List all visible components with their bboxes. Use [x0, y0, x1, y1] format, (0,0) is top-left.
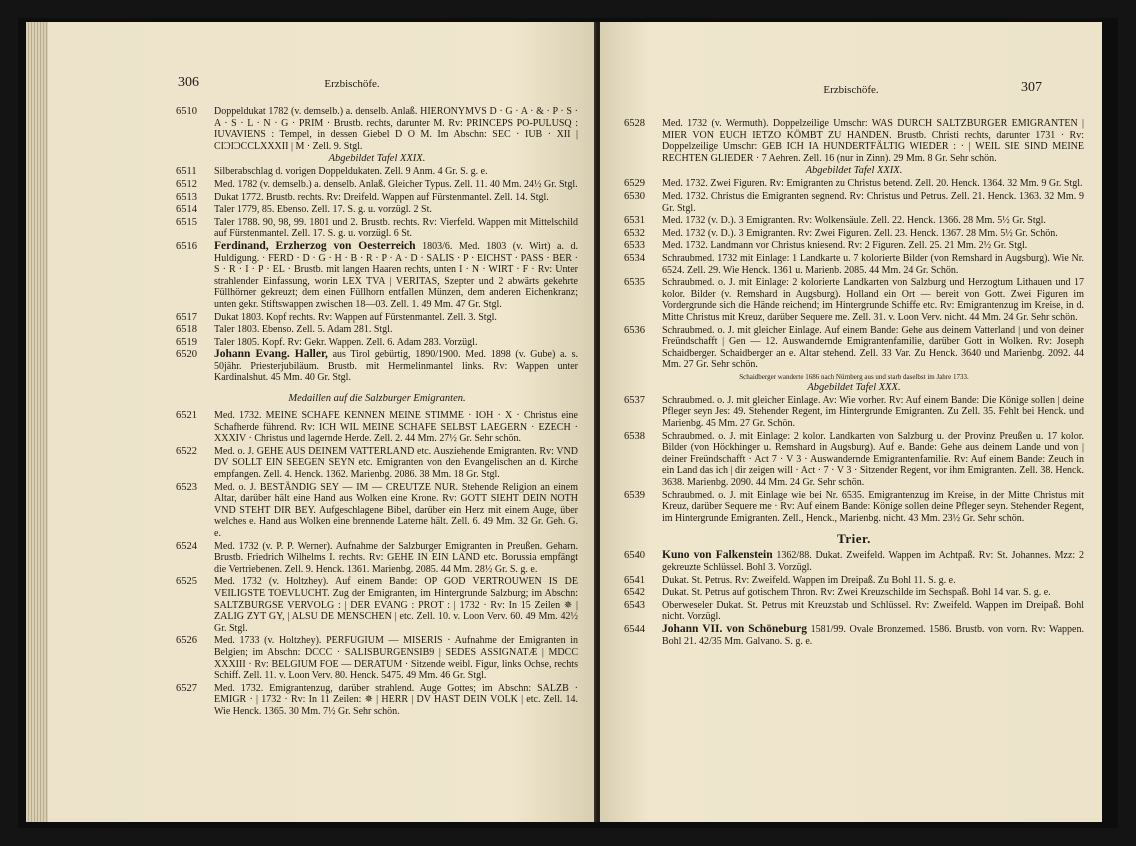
- entry-number: 6522: [176, 445, 197, 457]
- entry-number: 6544: [624, 623, 645, 635]
- catalog-entry: [624, 575, 1084, 587]
- entry-text: Taler 1788. 90, 98, 99. 1801 und 2. Brustb. rechts. Rv: Vierfeld. Wappen mit Mittelschild auf Fürstenmantel. Zell. 17. S. g. u. vorzügl. 6 St.: [214, 216, 578, 240]
- section-heading: Trier.: [837, 531, 871, 547]
- catalog-entry: [176, 541, 578, 576]
- entry-number: 6530: [624, 190, 645, 202]
- entry-number: 6536: [624, 324, 645, 336]
- catalog-entry: [624, 395, 1084, 430]
- entry-text: Med. 1732. Emigrantenzug, darüber strahlend. Auge Gottes; im Abschn: SALZB · EMIGR · | 1732 · Rv: In 11 Zeilen: ✵ | HERR | DV HAST DEIN VOLK | etc. Zell. 14. Wie Henck. 1365. 30 Mm. 7½ Gr. Sehr schön.: [214, 682, 578, 717]
- right-page-content: [624, 118, 1084, 648]
- left-page: [48, 22, 596, 822]
- catalog-entry: [176, 106, 578, 152]
- catalog-entry: [176, 241, 578, 311]
- entry-number: 6531: [624, 215, 645, 227]
- entry-text: Schraubmed. o. J. mit gleicher Einlage. Auf einem Bande: Gehe aus deinem Vatterland | und von deiner Freündschafft | Gen — 12. Auswandernde Emigrantenfamilie, darüber Gott in Wolken. Rv: Joseph Schaidberger. Schaidberger an e. Altar stehend. Zell. 33 Var. Zu Henck. 3640 und Marienbg. 2092. 44 Mm. 27 Gr. Sehr schön.: [662, 324, 1084, 371]
- catalog-entry: [624, 228, 1084, 240]
- entry-text: Med. 1732. Zwei Figuren. Rv: Emigranten zu Christus betend. Zell. 20. Henck. 1364. 32 Mm. 9 Gr. Stgl.: [662, 178, 1083, 190]
- catalog-entry: [624, 240, 1084, 252]
- entry-number: 6518: [176, 324, 197, 336]
- page-edges: [26, 22, 50, 822]
- entry-text: Med. 1732 (v. Holtzhey). Auf einem Bande: OP GOD VERTROUWEN IS DE VEILIGSTE TOEVLUCHT. Zug der Emigranten, im Hintergrunde Salzburg; im Abschn: SALTZBURGSE VERVOLG : | DER EVANG : PROT : | 1732 · Rv: In 15 Zeilen ✵ | ZALIG ZYT GY, | ALSU DE MENSCHEN | etc. Zell. 10. v. Loon Verv. 60. 49 Mm. 42½ Gr. Stgl.: [214, 576, 578, 634]
- catalog-entry: [624, 277, 1084, 323]
- catalog-entry: [176, 324, 578, 336]
- entry-text: Med. 1732 (v. P. P. Werner). Aufnahme der Salzburger Emigranten in Preußen. Geharn. Brustb. Friedrich Wilhelms I. rechts. Rv: GEHE IN EIN LAND etc. Borussia empfängt die Vertriebenen. Zell. 9. Henck. 1361. Marienbg. 2085. 44 Mm. 28½ Gr. S. g. e.: [214, 540, 578, 575]
- entry-number: 6510: [176, 106, 197, 117]
- entry-text: Schraubmed. o. J. mit Einlage wie bei Nr. 6535. Emigrantenzug im Kreise, in der Mitte Christus mit Kreuz, darüber Sequere me · Rv: Auf einem Bande: Könige sollen deine Pfleger seyn. Stehender Regent, im Hintergrunde Emigranten. Zell., Henck., Marienbg. nicht. 43 Mm. 23½ Gr. Sehr schön.: [662, 489, 1084, 524]
- entry-text: Med. 1733 (v. Holtzhey). PERFUGIUM — MISERIS · Aufnahme der Emigranten in Belgien; im Abschn: DCCC · SALISBURGENSIB9 | SEDES ASSIGNATÆ | MDCC XXXIII · Rv: BELGIUM FOE — DERATUM · Sitzende weibl. Figur, links Ochse, rechts Schiff. Zell. 11. v. Loon Verv. 80. Henck. 5475. 49 Mm. 46 Gr. Stgl.: [214, 635, 578, 682]
- entry-number: 6539: [624, 489, 645, 501]
- entry-text: Schraubmed. o. J. mit Einlage: 2 kolorierte Landkarten von Salzburg und Herzogtum Lithauen und 17 kolor. Bilder (v. Remshard in Augsburg). Holland ein Ort — bereit von Gott. Zwei Figuren im Vordergrunde sich die Hände reichend; im Hintergrunde Schiffe etc. Rv: Emigrantenzug im Kreise, in d. Mitte Christus mit Kreuz, darüber Sequere me. Zell. 31. v. Loon Verv. nicht. 44 Mm. 24 Gr. Sehr schön.: [662, 277, 1084, 323]
- entry-text: Dukat 1803. Kopf rechts. Rv: Wappen auf Fürstenmantel. Zell. 3. Stgl.: [214, 311, 497, 323]
- catalog-entry: [624, 431, 1084, 489]
- catalog-entry: [624, 587, 1084, 599]
- page-number: 306: [178, 75, 199, 90]
- catalog-entry: [176, 576, 578, 634]
- catalog-entry: [624, 624, 1084, 647]
- catalog-entry: [176, 446, 578, 481]
- entry-text: Med. 1732 (v. D.). 3 Emigranten. Rv: Zwei Figuren. Zell. 23. Henck. 1367. 28 Mm. 5½ Gr. Schön.: [662, 227, 1058, 239]
- entry-number: 6540: [624, 550, 645, 562]
- ruler-name: Johann Evang. Haller,: [214, 348, 328, 361]
- entry-text: Silberabschlag d. vorigen Doppeldukaten. Zell. 9 Anm. 4 Gr. S. g. e.: [214, 166, 488, 178]
- entry-text: Med. 1732 (v. Wermuth). Doppelzeilige Umschr: WAS DURCH SALTZBURGER EMIGRANTEN | MIER VON EUCH IETZO KÖMBT ZU HANDEN. Brustb. Christi rechts, darunter 1731 · Rv: Doppelzeilige Umschr: GEB ICH IA HUNDERTFÄLTIG WIEDER : · | WEIL SIE SIND MEINE RECHTEN GLIEDER · 7 Aehren. Zell. 16 (nur in Zinn). 29 Mm. 8 Gr. Sehr schön.: [662, 118, 1084, 164]
- catalog-entry: [624, 191, 1084, 214]
- entry-text: Schraubmed. 1732 mit Einlage: 1 Landkarte u. 7 kolorierte Bilder (von Remshard in Augsburg). Wie Nr. 6524. Zell. 29. Wie Henck. 1361 u. Marienb. 2085. 44 Mm. 24 Gr. Schön.: [662, 252, 1084, 276]
- entry-number: 6517: [176, 311, 197, 323]
- entry-text: Taler 1805. Kopf. Rv: Gekr. Wappen. Zell. 6. Adam 283. Vorzügl.: [214, 336, 478, 348]
- entry-text: Schraubmed. o. J. mit Einlage: 2 kolor. Landkarten von Salzburg u. der Provinz Preußen u. 17 kolor. Bilder (von Höckhinger u. Remshard in Augsburg). Auf e. Bande: Gehe aus deinem Lande und von | deiner Freündschafft · Act 7 · V 3 · Auswandernde Emigrantenfamilie. Rv: Auf einem Bande: Zeuch in ein Land das ich | dir zeigen will · Act · 7 · V 3 · Sitzender Regent, vor ihm Emigranten. Zell. 38. Henck. 3638. Marienbg. 2090. 44 Mm. 24 Gr. Sehr schön.: [662, 430, 1084, 489]
- entry-text: Taler 1779, 85. Ebenso. Zell. 17. S. g. u. vorzügl. 2 St.: [214, 204, 432, 216]
- entry-number: 6528: [624, 118, 645, 129]
- entry-number: 6529: [624, 178, 645, 190]
- entry-number: 6537: [624, 394, 645, 406]
- ruler-name: Ferdinand, Erzherzog von Oesterreich: [214, 239, 416, 252]
- entry-text: Oberweseler Dukat. St. Petrus mit Kreuzstab und Schlüssel. Rv: Zweifeld. Wappen im Dreipaß. Bohl nicht. Vorzügl.: [662, 599, 1084, 623]
- entry-number: 6511: [176, 166, 197, 178]
- entry-number: 6527: [176, 682, 197, 694]
- catalog-entry: [624, 253, 1084, 276]
- entry-number: 6526: [176, 635, 197, 647]
- catalog-entry: [176, 683, 578, 718]
- catalog-entry: [176, 410, 578, 445]
- catalog-entry: [624, 178, 1084, 190]
- catalog-entry: [176, 204, 578, 216]
- catalog-entry: [176, 217, 578, 240]
- plate-caption: Abgebildet Tafel XXIX.: [328, 153, 426, 165]
- entry-number: 6542: [624, 587, 645, 599]
- catalog-entry: [176, 337, 578, 349]
- entry-text: Med. 1732 (v. D.). 3 Emigranten. Rv: Wolkensäule. Zell. 22. Henck. 1366. 28 Mm. 5½ Gr. Stgl.: [662, 215, 1046, 227]
- right-page: [600, 22, 1102, 822]
- entry-text: Schraubmed. o. J. mit gleicher Einlage. Av: Wie vorher. Rv: Auf einem Bande: Die Könige sollen | deine Pfleger seyn Jes: 49. Stehender Regent, im Hintergrunde Emigranten. Zu Zell. 35. Fehlt bei Henck. und Marienbg. 45 Mm. 27 Gr. Schön.: [662, 394, 1084, 430]
- entry-number: 6523: [176, 481, 197, 493]
- catalog-entry: [624, 600, 1084, 623]
- section-title: Medaillen auf die Salzburger Emigranten.: [288, 393, 466, 405]
- page-number: 307: [1021, 80, 1042, 95]
- entry-text: 1803/6. Med. 1803 (v. Wirt) a. d. Huldigung. · FERD · D · G · H · B · R · P · A · D · SALIS · P · EICHST · PASS · BER · S · R · I · P · EL · Brustb. mit langen Haaren rechts, unten I · N · WIRT · F · Rv: Unter strahlender Einfassung, worin LEX TVA | VERITAS, Szepter und 2 abwärts gekehrte Füllhörner gekreuzt; dem einen Füllhorn entfallen Münzen, dem anderen Eichenkranz; unten gekr. Stiftswappen zwischen 18—03. Zell. 1. 49 Mm. 47 Gr. Stgl.: [214, 240, 578, 310]
- entry-number: 6516: [176, 240, 197, 252]
- entry-number: 6521: [176, 410, 197, 422]
- entry-text: Med. 1732. MEINE SCHAFE KENNEN MEINE STIMME · IOH · X · Christus eine Schafherde führend. Rv: ICH WIL MEINE SCHAFE SELBST LAEGERN · EZECH · XXXIV · Christus und lagernde Herde. Zell. 2. 44 Mm. 27½ Gr. Sehr schön.: [214, 410, 578, 445]
- entry-text: Med. o. J. GEHE AUS DEINEM VATTERLAND etc. Ausziehende Emigranten. Rv: VND DV SOLLT EIN SEEGEN SEYN etc. Emigranten von den Evangelischen an d. Kirche empfangen. Zell. 4. Henck. 1362. Marienbg. 2086. 38 Mm. 18 Gr. Stgl.: [214, 445, 578, 481]
- catalog-entry: [624, 325, 1084, 371]
- entry-number: 6534: [624, 252, 645, 264]
- entry-number: 6520: [176, 349, 197, 361]
- catalog-entry: [176, 166, 578, 178]
- entry-number: 6519: [176, 336, 197, 348]
- catalog-entry: [176, 482, 578, 540]
- entry-number: 6512: [176, 178, 197, 190]
- catalog-entry: [624, 118, 1084, 164]
- entry-number: 6515: [176, 216, 197, 228]
- entry-text: Med. 1732. Christus die Emigranten segnend. Rv: Christus und Petrus. Zell. 21. Henck. 1363. 32 Mm. 9 Gr. Stgl.: [662, 190, 1084, 214]
- catalog-entry: [176, 312, 578, 324]
- entry-text: 1581/99. Ovale Bronzemed. 1586. Brustb. von vorn. Rv: Wappen. Bohl 21. 42/35 Mm. Galvano. S. g. e.: [662, 623, 1084, 647]
- entry-text: Dukat. St. Petrus. Rv: Zweifeld. Wappen im Dreipaß. Zu Bohl 11. S. g. e.: [662, 574, 956, 586]
- entry-number: 6538: [624, 430, 645, 442]
- entry-text: Dukat. St. Petrus auf gotischem Thron. Rv: Zwei Kreuzschilde im Sechspaß. Bohl 14 var. S. g. e.: [662, 587, 1051, 599]
- entry-number: 6532: [624, 227, 645, 239]
- footnote: Schaidberger wanderte 1686 nach Nürnberg aus und starb daselbst im Jahre 1733.: [739, 372, 969, 381]
- entry-text: Med. o. J. BESTÄNDIG SEY — IM — CREUTZE NUR. Stehende Religion an einem Altar, darüber hält eine Hand aus Wolken eine Krone. Rv: GOTT SIEHT DEIN NOTH VND STEHT DIR BEY. Aufgeschlagene Bibel, darüber ein Herz mit einem Auge, über welches e. Hand aus Wolken eine brennende Laterne hält. Zell. 6. 49 Mm. 32 Gr. Geh. G. e.: [214, 481, 578, 539]
- running-title: Erzbischöfe.: [823, 84, 879, 96]
- plate-caption: Abgebildet Tafel XXX.: [807, 381, 901, 393]
- entry-text: Taler 1803. Ebenso. Zell. 5. Adam 281. Stgl.: [214, 324, 393, 336]
- entry-number: 6535: [624, 277, 645, 289]
- catalog-entry: [176, 179, 578, 191]
- entry-number: 6524: [176, 540, 197, 552]
- entry-number: 6541: [624, 574, 645, 586]
- entry-number: 6525: [176, 576, 197, 588]
- entry-text: Med. 1732. Landmann vor Christus kniesend. Rv: 2 Figuren. Zell. 25. 21 Mm. 2½ Gr. Stgl.: [662, 240, 1028, 252]
- entry-number: 6543: [624, 599, 645, 611]
- entry-text: 1362/88. Dukat. Zweifeld. Wappen im Achtpaß. Rv: St. Johannes. Mzz: 2 gekreuzte Schlüssel. Bohl 3. Vorzügl.: [662, 550, 1084, 573]
- catalog-entry: [624, 490, 1084, 525]
- catalog-entry: [624, 215, 1084, 227]
- plate-caption: Abgebildet Tafel XXIX.: [805, 165, 903, 177]
- left-page-content: [176, 106, 578, 719]
- entry-number: 6513: [176, 191, 197, 203]
- catalog-entry: [176, 349, 578, 384]
- ruler-name: Kuno von Falkenstein: [662, 549, 773, 562]
- entry-text: Doppeldukat 1782 (v. demselb.) a. denselb. Anlaß. HIERONYMVS D · G · A · & · P · S · A · S · L · N · G · PRIM · Brustb. rechts, darunter M. Rv: PRINCEPS PO-PULUSQ : IUVAVIENS : Tempel, in dessen Giebel D O M. Im Abschn: SEC · IUB · XII | CIƆIƆCCLXXXII | M · Zell. 9. Stgl.: [214, 106, 578, 152]
- catalog-entry: [176, 192, 578, 204]
- entry-text: Med. 1782 (v. demselb.) a. denselb. Anlaß. Gleicher Typus. Zell. 11. 40 Mm. 24½ Gr. Stgl.: [214, 178, 578, 190]
- catalog-entry: [624, 550, 1084, 573]
- entry-number: 6533: [624, 240, 645, 252]
- catalog-entry: [176, 635, 578, 681]
- running-title: Erzbischöfe.: [324, 78, 380, 90]
- ruler-name: Johann VII. von Schöneburg: [662, 622, 807, 635]
- entry-text: aus Tirol gebürtig, 1890/1900. Med. 1898 (v. Gube) a. s. 50jähr. Priesterjubiläum. Brustb. mit Hermelinmantel links. Rv: Wappen unter Kardinalshut. 45 Mm. 40 Gr. Stgl.: [214, 349, 578, 384]
- entry-number: 6514: [176, 204, 197, 216]
- entry-text: Dukat 1772. Brustb. rechts. Rv: Dreifeld. Wappen auf Fürstenmantel. Zell. 14. Stgl.: [214, 191, 549, 203]
